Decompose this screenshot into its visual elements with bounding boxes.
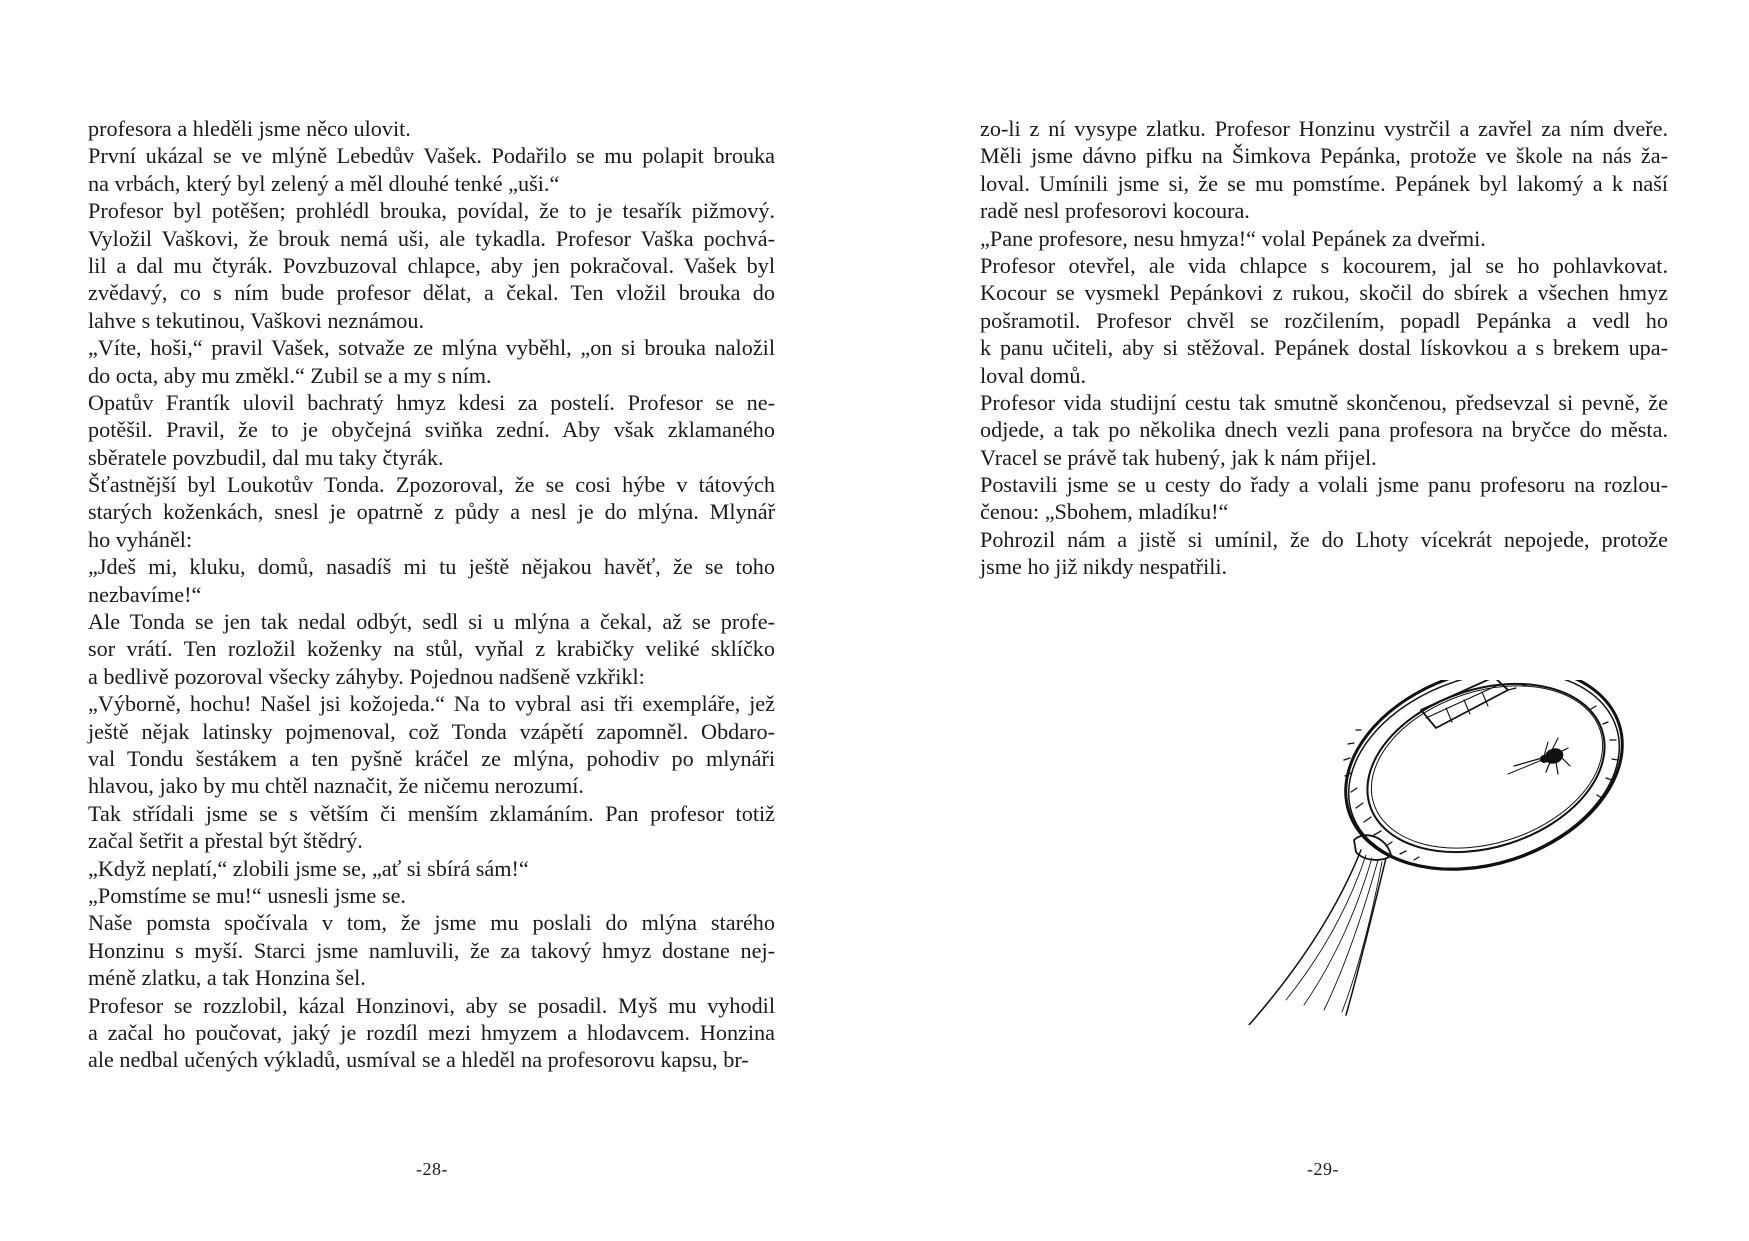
left-text-line: val Tondu šestákem a ten pyšně kráčel ze mlýna, pohodiv po mlynáři <box>88 745 775 771</box>
right-text-line: odjede, a tak po několika dnech vezli pana profesora na bryčce do města. <box>980 417 1668 443</box>
left-text-line: a začal ho poučovat, jaký je rozdíl mezi hmyzem a hlodavcem. Honzina <box>88 1019 775 1045</box>
left-text-line: ještě nějak latinsky pojmenoval, což Tonda vzápětí zapomněl. Obdaro- <box>88 718 775 744</box>
page-number-right: -29- <box>1307 1159 1339 1179</box>
left-text-line: Opatův Frantík ulovil bachratý hmyz kdesi za postelí. Profesor se ne- <box>88 389 775 415</box>
left-text-line: „Pomstíme se mu!“ usnesli jsme se. <box>88 882 406 908</box>
left-page <box>0 0 874 1241</box>
handle-outline-left <box>1249 850 1361 1025</box>
left-text-line: na vrbách, který byl zelený a měl dlouhé tenké „uši.“ <box>88 170 560 196</box>
left-text-line: Profesor byl potěšen; prohlédl brouka, povídal, že to je tesařík pižmový. <box>88 198 775 224</box>
lens-rim-outer <box>1319 680 1626 903</box>
right-text-line: jsme ho již nikdy nespatřili. <box>980 554 1228 580</box>
left-text-line: Tak střídali jsme se s větším či menším zklamáním. Pan profesor totiž <box>88 800 775 826</box>
right-text-line: loval domů. <box>980 362 1086 388</box>
page-number-left: -28- <box>416 1159 448 1179</box>
left-text-line: profesora a hleděli jsme něco ulovit. <box>88 116 411 141</box>
right-text-line: radě nesl profesorovi kocoura. <box>980 198 1250 224</box>
left-text-line: starých koženkách, snesl je opatrně z půdy a nesl je do mlýna. Mlynář <box>88 499 775 525</box>
right-text-line: Profesor vida studijní cestu tak smutně skončenou, předsevzal si pevně, že <box>980 389 1668 415</box>
left-text-line: sběratele povzbudil, dal mu taky čtyrák. <box>88 444 444 470</box>
left-text-line: Vyložil Vaškovi, že brouk nemá uši, ale tykadla. Profesor Vaška pochvá- <box>88 225 775 251</box>
right-text-line: loval. Umínili jsme si, že se mu pomstíme. Pepánek byl lakomý a k naší <box>980 170 1668 196</box>
right-text-line: Pohrozil nám a jistě si umínil, že do Lhoty vícekrát nepojede, protože <box>980 526 1668 552</box>
right-text-line: čenou: „Sbohem, mladíku!“ <box>980 499 1229 525</box>
rim-hatching <box>1344 706 1618 860</box>
left-text-line: nezbavíme!“ <box>88 581 202 607</box>
left-text-line: hlavou, jako by mu chtěl naznačit, že ničemu nerozumí. <box>88 773 584 799</box>
right-text-line: zo-li z ní vysype zlatku. Profesor Honzinu vystrčil a zavřel za ním dveře. <box>980 116 1668 141</box>
left-text-line: „Když neplatí,“ zlobili jsme se, „ať si sbírá sám!“ <box>88 855 529 881</box>
left-text-line: zvědavý, co s ním bude profesor dělat, a čekal. Ten vložil brouka do <box>88 280 775 306</box>
left-text-line: Naše pomsta spočívala v tom, že jsme mu poslali do mlýna starého <box>88 910 775 936</box>
left-text-line: méně zlatku, a tak Honzina šel. <box>88 965 366 991</box>
beetle-icon <box>1508 738 1570 774</box>
right-text-line: Vracel se právě tak hubený, jak k nám přijel. <box>980 444 1377 470</box>
right-text-line: Kocour se vysmekl Pepánkovi z rukou, skočil do sbírek a všechen hmyz <box>980 280 1668 306</box>
left-text-line: sor vrátí. Ten rozložil koženky na stůl, vyňal z krabičky veliké sklíčko <box>88 636 775 662</box>
right-text-line: Profesor otevřel, ale vida chlapce s kocourem, jal se ho pohlavkovat. <box>980 252 1668 278</box>
left-page-text <box>88 115 775 1074</box>
left-text-line: Honzinu s myší. Starci jsme namluvili, že za takový hmyz dostane nej- <box>88 937 775 963</box>
left-text-line: Profesor se rozzlobil, kázal Honzinovi, aby se posadil. Myš mu vyhodil <box>88 992 775 1018</box>
right-text-line: k panu učiteli, aby si stěžoval. Pepánek dostal lískovkou a s brekem upa- <box>980 335 1668 361</box>
left-text-line: Šťastnější byl Loukotův Tonda. Zpozoroval, že se cosi hýbe v tátových <box>88 472 775 498</box>
left-text-line: potěšil. Pravil, že to je obyčejná sviňka zední. Aby však zklamaného <box>88 417 775 443</box>
left-text-line: „Víte, hoši,“ pravil Vašek, sotvaže ze mlýna vyběhl, „on si brouka naložil <box>88 335 775 361</box>
left-text-line: „Jdeš mi, kluku, domů, nasadíš mi tu ještě nějakou havěť, že se toho <box>88 554 775 580</box>
left-text-line: „Výborně, hochu! Našel jsi kožojeda.“ Na to vybral asi tři exempláře, jež <box>88 691 775 717</box>
right-page <box>874 0 1749 1241</box>
right-text-line: pošramotil. Profesor chvěl se rozčilením, popadl Pepánka a vedl ho <box>980 307 1668 333</box>
magnifying-glass-illustration <box>1246 680 1626 1025</box>
left-text-line: ale nedbal učených výkladů, usmíval se a hleděl na profesorovu kapsu, br- <box>88 1047 749 1073</box>
left-text-line: ho vyháněl: <box>88 526 193 552</box>
left-text-line: První ukázal se ve mlýně Lebedův Vašek. Podařilo se mu polapit brouka <box>88 143 775 169</box>
right-text-line: „Pane profesore, nesu hmyza!“ volal Pepánek za dveřmi. <box>980 225 1486 251</box>
right-text-line: Postavili jsme se u cesty do řady a volali jsme panu profesoru na rozlou- <box>980 472 1668 498</box>
right-text-line: Měli jsme dávno pifku na Šimkova Pepánka, protože ve škole na nás ža- <box>980 143 1668 169</box>
right-page-text <box>980 115 1668 581</box>
left-text-line: lil a dal mu čtyrák. Povzbuzoval chlapce, aby jen pokračoval. Vašek byl <box>88 252 775 278</box>
handle-ferrule <box>1354 835 1391 860</box>
left-text-line: lahve s tekutinou, Vaškovi neznámou. <box>88 307 425 333</box>
left-text-line: a bedlivě pozoroval všecky záhyby. Pojednou nadšeně vzkřikl: <box>88 663 645 689</box>
lens-rim-inner <box>1346 680 1626 881</box>
left-text-line: do octa, aby mu změkl.“ Zubil se a my s ním. <box>88 362 492 388</box>
left-text-line: začal šetřit a přestal být štědrý. <box>88 828 363 854</box>
left-text-line: Ale Tonda se jen tak nedal odbýt, sedl si u mlýna a čekal, až se profe- <box>88 609 775 635</box>
